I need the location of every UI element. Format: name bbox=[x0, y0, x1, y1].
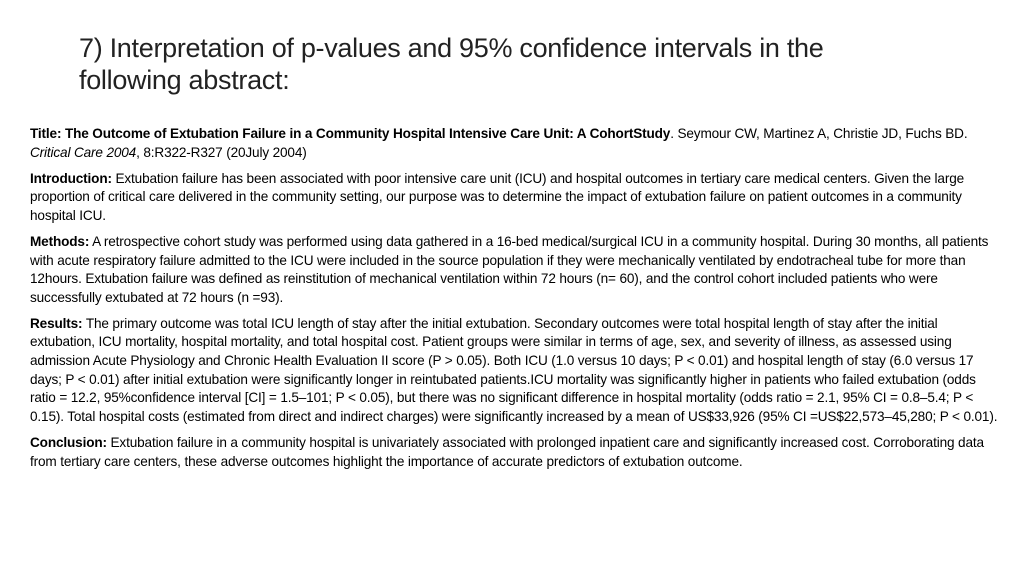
conclusion-paragraph bbox=[30, 434, 1003, 471]
abstract-authors: . Seymour CW, Martinez A, Christie JD, Fuchs BD. bbox=[670, 126, 968, 141]
introduction-text: Extubation failure has been associated with poor intensive care unit (ICU) and hospital outcomes in tertiary care medical centers. Given the large proportion of critical care delivered in the community setting, our purpose was to determine the impact of extubation failure on patient outcomes in a community hospital ICU. bbox=[30, 170, 965, 223]
slide-title-line-2: following abstract: bbox=[79, 65, 290, 95]
abstract-title-paragraph bbox=[30, 125, 1003, 162]
slide-title-line-1: 7) Interpretation of p-values and 95% confidence intervals in the bbox=[79, 33, 824, 63]
conclusion-label: Conclusion: bbox=[30, 434, 107, 450]
abstract-body bbox=[30, 125, 1003, 479]
introduction-paragraph bbox=[30, 170, 1003, 226]
introduction-label: Introduction: bbox=[30, 170, 112, 186]
abstract-title-label: Title: The Outcome of Extubation Failure in a Community Hospital Intensive Care Unit: A CohortStudy bbox=[30, 126, 671, 141]
conclusion-text: Extubation failure in a community hospital is univariately associated with prolonged inpatient care and significantly increased cost. Corroborating data from tertiary care centers, these adverse outcomes highlight the importance of accurate predictors of extubation outcome. bbox=[30, 434, 984, 469]
methods-text: A retrospective cohort study was performed using data gathered in a 16-bed medical/surgical ICU in a community hospital. During 30 months, all patients with acute respiratory failure admitted to the ICU were included in the source population if they were mechanically ventilated by endotracheal tube for more than 12hours. Extubation failure was defined as reinstitution of mechanical ventilation within 72 hours (n= 60), and the control cohort included patients who were successfully extubated at 72 hours (n =93). bbox=[30, 233, 989, 305]
methods-label: Methods: bbox=[30, 233, 90, 249]
methods-paragraph bbox=[30, 233, 1003, 307]
results-paragraph bbox=[30, 315, 1003, 427]
slide-title bbox=[79, 32, 979, 96]
results-text: The primary outcome was total ICU length of stay after the initial extubation. Secondary outcomes were total hospital length of stay after the initial extubation, ICU mortality, hospital mortality, and total hospital cost. Patient groups were similar in terms of age, sex, and severity of illness, as assessed using admission Acute Physiology and Chronic Health Evaluation II score (P > 0.05). Both ICU (1.0 versus 10 days; P < 0.01) and hospital length of stay (6.0 versus 17 days; P < 0.01) after initial extubation were significantly longer in reintubated patients.ICU mortality was significantly higher in patients who failed extubation (odds ratio = 12.2, 95%confidence interval [CI] = 1.5–101; P < 0.05), but there was no significant difference in hospital mortality (odds ratio = 2.1, 95% CI = 0.8–5.4; P < 0.15). Total hospital costs (estimated from direct and indirect charges) were significantly increased by a mean of US$33,926 (95% CI =US$22,573–45,280; P < 0.01). bbox=[30, 315, 998, 424]
results-label: Results: bbox=[30, 315, 83, 331]
abstract-journal: Critical Care 2004 bbox=[30, 144, 137, 160]
abstract-citation: , 8:R322-R327 (20July 2004) bbox=[136, 144, 307, 160]
